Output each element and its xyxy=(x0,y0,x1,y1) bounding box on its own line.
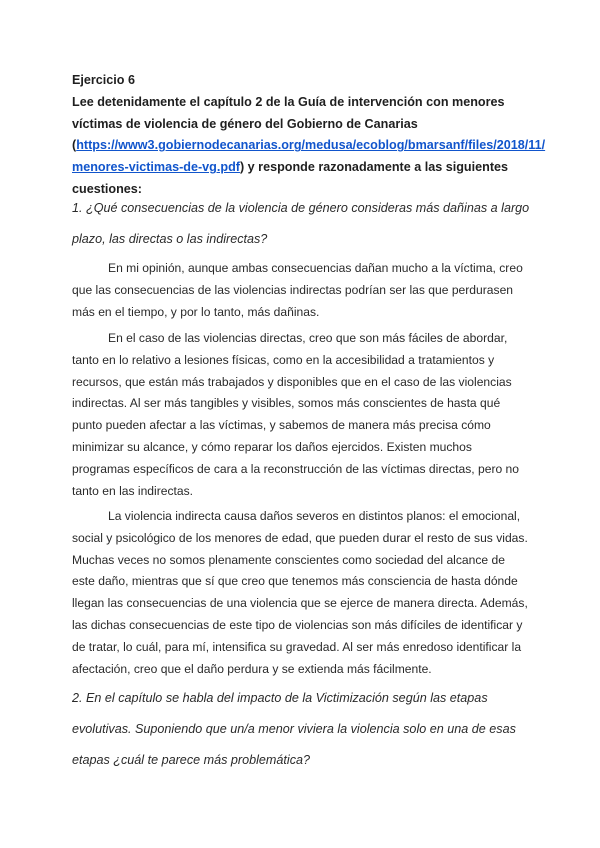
intro-after-link: ) y responde razonadamente a las siguientes cuestiones: xyxy=(72,160,509,196)
guide-link-line-2[interactable]: menores-victimas-de-vg.pdf xyxy=(72,160,240,175)
intro-line-2: víctimas de violencia de género del Gobierno de Canarias xyxy=(72,116,418,131)
answer-paragraph-1: En mi opinión, aunque ambas consecuencias dañan mucho a la víctima, creo que las consecuencias de las violencias indirectas podrían ser las que perdurasen más en el tiempo, y por lo tanto, más dañinas. xyxy=(72,261,523,319)
guide-link-line-1[interactable]: https://www3.gobiernodecanarias.org/medusa/ecoblog/bmarsanf/files/2018/11/ xyxy=(76,138,546,153)
intro-link-block xyxy=(72,135,546,200)
intro-line-1: Lee detenidamente el capítulo 2 de la Guía de intervención con menores xyxy=(72,94,505,109)
question-2: 2. En el capítulo se habla del impacto de la Victimización según las etapas evolutivas. Suponiendo que un/a menor viviera la violencia solo en una de esas etapas ¿cuál te parece más problemática? xyxy=(72,691,516,767)
answer-paragraph-3: La violencia indirecta causa daños severos en distintos planos: el emocional, social y psicológico de los menores de edad, que pueden durar el resto de sus vidas. Muchas veces no somos plenamente conscientes como sociedad del alcance de este daño, mientras que sí que creo que tenemos más consciencia de hasta dónde llegan las consecuencias de una violencia que se ejerce de manera directa. Además, las dichas consecuencias de este tipo de violencias son más difíciles de identificar y de tratar, lo cuál, para mí, intensifica su gravedad. Al ser más enredoso identificar la afectación, creo que el daño perdura y se extienda más fácilmente. xyxy=(72,509,528,676)
intro-paren-open: ( xyxy=(72,138,77,153)
answer-paragraph-2: En el caso de las violencias directas, creo que son más fáciles de abordar, tanto en lo relativo a lesiones físicas, como en la accesibilidad a tratamientos y recursos, que están más trabajados y disponibles que en el caso de las violencias indirectas. Al ser más tangibles y visibles, somos más conscientes de hasta qué punto pueden afectar a las víctimas, y sabemos de manera más precisa cómo minimizar su alcance, y cómo reparar los daños ejercidos. Existen muchos programas específicos de cara a la reconstrucción de las víctimas directas, pero no tanto en las indirectas. xyxy=(72,331,520,498)
exercise-header xyxy=(72,70,546,201)
exercise-title: Ejercicio 6 xyxy=(72,73,136,87)
question-1: 1. ¿Qué consecuencias de la violencia de género consideras más dañinas a largo plazo, las directas o las indirectas? xyxy=(72,201,530,246)
